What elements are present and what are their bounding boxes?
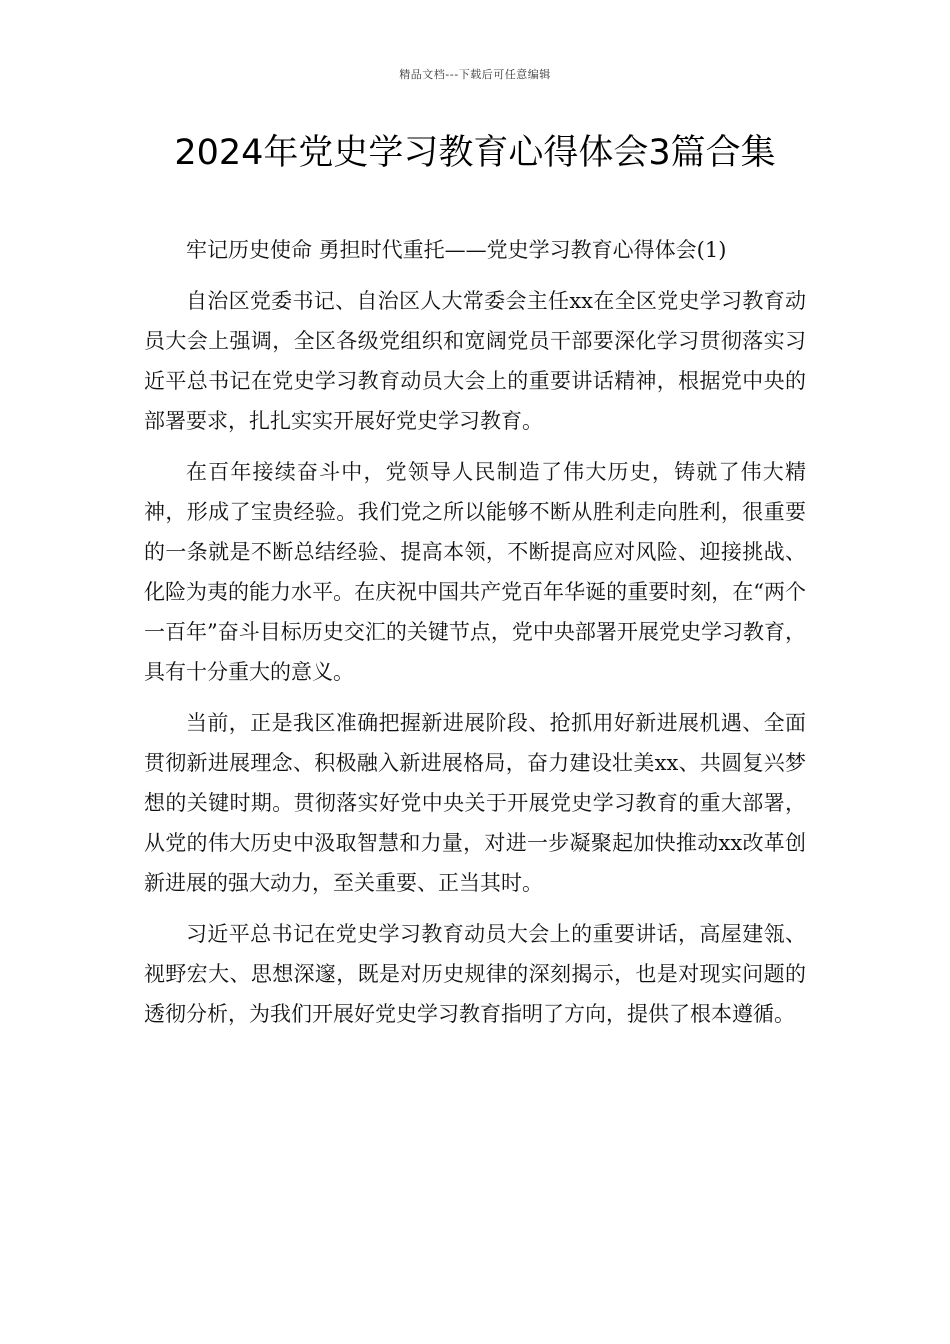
body-paragraph: 在百年接续奋斗中，党领导人民制造了伟大历史，铸就了伟大精神，形成了宝贵经验。我们党之所以能够不断从胜利走向胜利，很重要的一条就是不断总结经验、提高本领，不断提高应对风险、迎接挑战、化险为夷的能力水平。在庆祝中国共产党百年华诞的重要时刻，在“两个一百年”奋斗目标历史交汇的关键节点，党中央部署开展党史学习教育，具有十分重大的意义。 xyxy=(144,460,806,684)
section-heading: 牢记历史使命 勇担时代重托——党史学习教育心得体会(1) xyxy=(186,238,727,262)
document-title: 2024年党史学习教育心得体会3篇合集 xyxy=(174,133,776,173)
body-paragraph: 习近平总书记在党史学习教育动员大会上的重要讲话，高屋建瓴、视野宏大、思想深邃，既是对历史规律的深刻揭示，也是对现实问题的透彻分析，为我们开展好党史学习教育指明了方向，提供了根本遵循。 xyxy=(144,922,806,1026)
document-header: 精品文档---下载后可任意编辑 xyxy=(399,68,551,81)
body-paragraph: 自治区党委书记、自治区人大常委会主任xx在全区党史学习教育动员大会上强调，全区各级党组织和宽阔党员干部要深化学习贯彻落实习近平总书记在党史学习教育动员大会上的重要讲话精神，根据党中央的部署要求，扎扎实实开展好党史学习教育。 xyxy=(144,289,806,433)
body-paragraph: 当前，正是我区准确把握新进展阶段、抢抓用好新进展机遇、全面贯彻新进展理念、积极融入新进展格局，奋力建设壮美xx、共圆复兴梦想的关键时期。贯彻落实好党中央关于开展党史学习教育的重大部署，从党的伟大历史中汲取智慧和力量，对进一步凝聚起加快推动xx改革创新进展的强大动力，至关重要、正当其时。 xyxy=(144,711,806,895)
document-body xyxy=(144,230,806,1034)
